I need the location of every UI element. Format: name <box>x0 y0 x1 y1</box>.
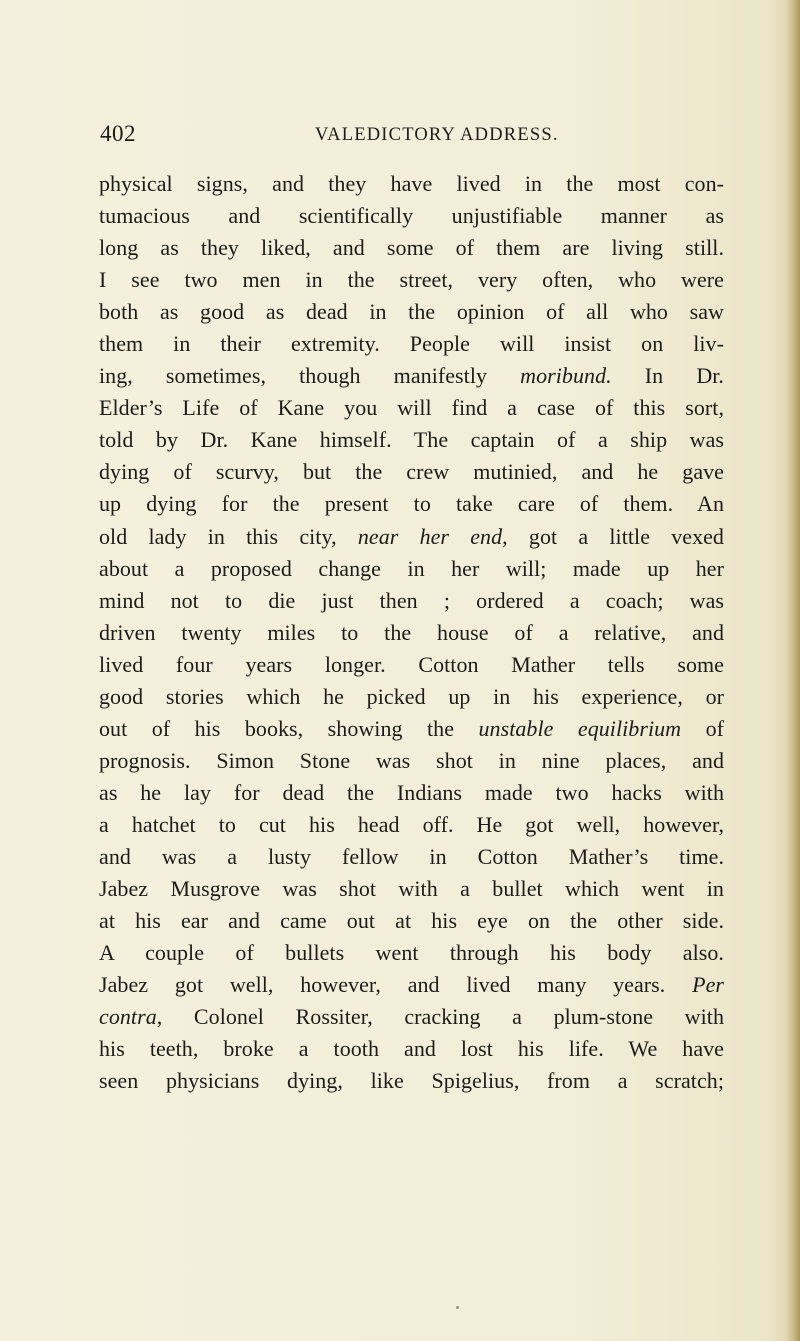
text-segment: , Colonel Rossiter, cracking a plum-stone with <box>156 1004 724 1030</box>
text-segment: I see two men in the street, very often, who were <box>99 267 724 293</box>
page-number: 402 <box>100 121 136 146</box>
italic-text: moribund. <box>520 363 612 389</box>
text-line <box>99 1033 724 1065</box>
text-line <box>99 969 724 1001</box>
text-line <box>99 553 724 585</box>
text-segment: lived four years longer. Cotton Mather tells some <box>99 651 724 677</box>
text-line <box>99 360 724 392</box>
print-speck <box>456 1306 459 1309</box>
text-line <box>99 777 724 809</box>
text-segment: up dying for the present to take care of them. An <box>99 491 724 517</box>
text-line <box>99 424 724 456</box>
text-line <box>99 200 724 232</box>
text-segment: as he lay for dead the Indians made two hacks with <box>99 779 724 805</box>
text-line <box>99 937 724 969</box>
text-segment: and was a lusty fellow in Cotton Mather’s time. <box>99 843 724 869</box>
text-line <box>99 456 724 488</box>
text-segment: physical signs, and they have lived in the most con- <box>99 171 724 196</box>
running-head: VALEDICTORY ADDRESS. <box>315 125 559 145</box>
page-edge-shadow <box>786 0 800 1341</box>
text-segment: Elder’s Life of Kane you will find a case of this sort, <box>99 395 724 421</box>
text-segment: mind not to die just then ; ordered a coach; was <box>99 587 724 613</box>
italic-text: unstable equilibrium <box>478 715 682 741</box>
text-line <box>99 296 724 328</box>
text-segment: ing, sometimes, though manifestly <box>99 363 521 389</box>
text-segment: Jabez Musgrove was shot with a bullet which went in <box>99 876 724 902</box>
text-segment: old lady in this city, <box>99 523 358 549</box>
text-line <box>99 521 724 553</box>
body-text <box>99 168 724 1097</box>
text-line <box>99 488 724 520</box>
text-segment: long as they liked, and some of them are living still. <box>99 235 724 261</box>
text-segment: In Dr. <box>611 363 724 389</box>
text-segment: told by Dr. Kane himself. The captain of a ship was <box>99 427 724 453</box>
text-segment: tumacious and scientifically unjustifiable manner as <box>99 203 724 229</box>
text-line <box>99 905 724 937</box>
text-segment: at his ear and came out at his eye on the other side. <box>99 908 724 934</box>
text-segment: both as good as dead in the opinion of all who saw <box>99 299 724 325</box>
text-segment: dying of scurvy, but the crew mutinied, and he gave <box>99 459 724 485</box>
text-segment: , got a little vexed <box>502 523 724 549</box>
text-line <box>99 873 724 905</box>
text-segment: A couple of bullets went through his body also. <box>99 940 724 966</box>
text-segment: good stories which he picked up in his experience, or <box>99 683 724 709</box>
text-segment: a hatchet to cut his head off. He got well, however, <box>99 811 724 837</box>
italic-text: Per <box>692 972 724 998</box>
text-segment: prognosis. Simon Stone was shot in nine places, and <box>99 747 724 773</box>
text-segment: driven twenty miles to the house of a relative, and <box>99 619 724 645</box>
text-line <box>99 745 724 777</box>
text-line <box>99 168 724 200</box>
text-line <box>99 585 724 617</box>
page-header <box>100 121 720 149</box>
text-line <box>99 392 724 424</box>
text-line <box>99 841 724 873</box>
text-segment: Jabez got well, however, and lived many years. <box>99 972 693 998</box>
text-line <box>99 649 724 681</box>
text-line <box>99 232 724 264</box>
text-segment: about a proposed change in her will; made up her <box>99 555 724 581</box>
italic-text: contra <box>99 1004 157 1030</box>
italic-text: near her end <box>357 523 503 549</box>
text-segment: of <box>681 715 724 741</box>
text-line <box>99 1001 724 1033</box>
text-line <box>99 713 724 745</box>
text-line <box>99 328 724 360</box>
text-line <box>99 264 724 296</box>
text-line <box>99 617 724 649</box>
text-segment: seen physicians dying, like Spigelius, from a scratch; <box>99 1068 724 1094</box>
text-line <box>99 681 724 713</box>
text-line <box>99 809 724 841</box>
text-segment: his teeth, broke a tooth and lost his life. We have <box>99 1036 724 1062</box>
text-segment: them in their extremity. People will insist on liv- <box>99 331 724 357</box>
text-line <box>99 1065 724 1097</box>
text-segment: out of his books, showing the <box>99 715 479 741</box>
